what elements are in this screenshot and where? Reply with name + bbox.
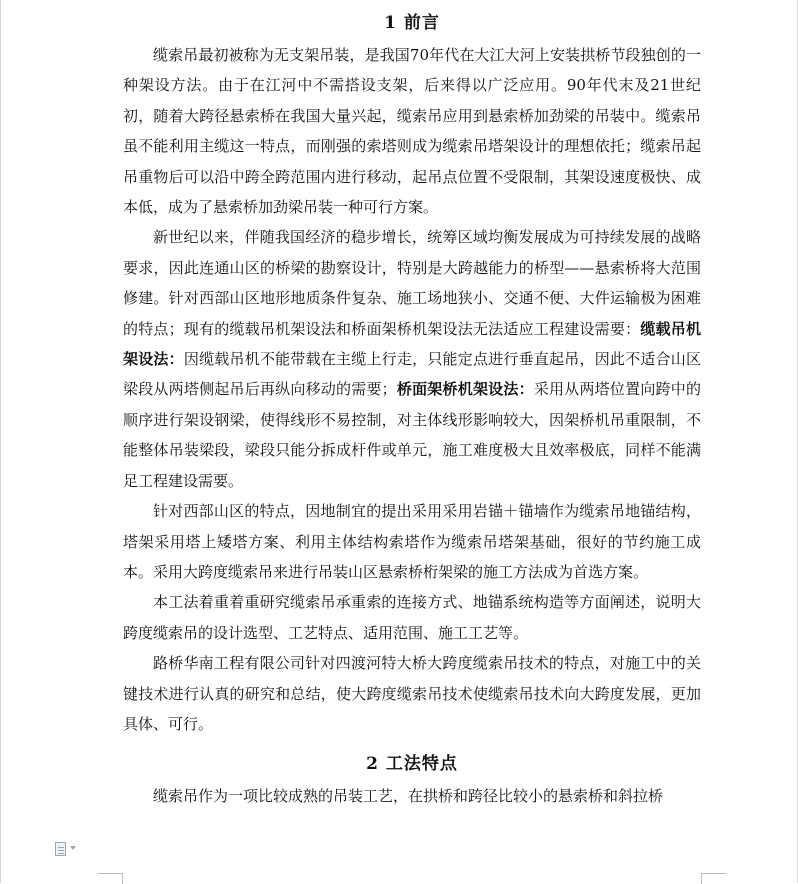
body-paragraph [123, 40, 701, 222]
body-paragraph [123, 587, 701, 648]
text-run: 缆索吊作为一项比较成熟的吊装工艺，在拱桥和跨径比较小的悬索桥和斜拉桥 [153, 787, 664, 806]
page-corner-marker-right [701, 873, 726, 884]
body-paragraph [123, 222, 701, 496]
text-run: 因缆载吊机不能带载在主缆上行走，只能定点进行垂直起吊，因此不适合山区梁段从两塔侧起吊后再纵向移动的需要； [123, 350, 701, 399]
page-corner-marker-left [98, 873, 123, 884]
bold-term: 缆载吊机架设法： [123, 319, 701, 369]
document-body [123, 6, 701, 812]
section-heading: 2 工法特点 [366, 754, 458, 775]
paste-options-icon[interactable] [55, 842, 79, 858]
text-run: 缆索吊最初被称为无支架吊装，是我国70年代在大江大河上安装拱桥节段独创的一种架设方法。由于在江河中不需搭设支架，后来得以广泛应用。90年代末及21世纪初，随着大跨径悬索桥在我国大量兴起，缆索吊应用到悬索桥加劲梁的吊装中。缆索吊虽不能利用主缆这一特点，而刚强的索塔则成为缆索吊塔架设计的理想依托；缆索吊起吊重物后可以沿中跨全跨范围内进行移动，起吊点位置不受限制，其架设速度极快、成本低，成为了悬索桥加劲梁吊装一种可行方案。 [123, 46, 701, 217]
section-heading: 1 前言 [384, 13, 440, 33]
text-run: 新世纪以来，伴随我国经济的稳步增长，统筹区域均衡发展成为可持续发展的战略要求，因此连通山区的桥梁的勘察设计，特别是大跨越能力的桥型——悬索桥将大范围修建。针对西部山区地形地质条件复杂、施工场地狭小、交通不便、大件运输极为困难的特点；现有的缆载吊机架设法和桥面架桥机架设法无法适应工程建设需要： [123, 228, 701, 338]
body-paragraph [123, 496, 701, 587]
chevron-down-icon [70, 846, 76, 850]
text-run: 针对西部山区的特点，因地制宜的提出采用采用岩锚＋锚墙作为缆索吊地锚结构，塔架采用塔上矮塔方案、利用主体结构索塔作为缆索吊塔架基础，很好的节约施工成本。采用大跨度缆索吊来进行吊装山区悬索桥桁架梁的施工方法成为首选方案。 [123, 502, 701, 581]
text-run: 采用从两塔位置向跨中的顺序进行架设钢梁，使得线形不易控制，对主体线形影响较大，因架桥机吊重限制，不能整体吊装梁段，梁段只能分拆成杆件或单元，施工难度极大且效率极底，同样不能满足工程建设需要。 [123, 380, 701, 490]
bold-term: 桥面架桥机架设法： [396, 380, 534, 399]
body-paragraph [123, 781, 701, 811]
section-gap [123, 739, 701, 747]
body-paragraph [123, 648, 701, 739]
text-run: 路桥华南工程有限公司针对四渡河特大桥大跨度缆索吊技术的特点，对施工中的关键技术进行认真的研究和总结，使大跨度缆索吊技术使缆索吊技术向大跨度发展，更加具体、可行。 [123, 654, 701, 733]
text-run: 本工法着重着重研究缆索吊承重索的连接方式、地锚系统构造等方面阐述，说明大跨度缆索吊的设计选型、工艺特点、适用范围、施工工艺等。 [123, 593, 701, 642]
document-icon [55, 842, 66, 856]
